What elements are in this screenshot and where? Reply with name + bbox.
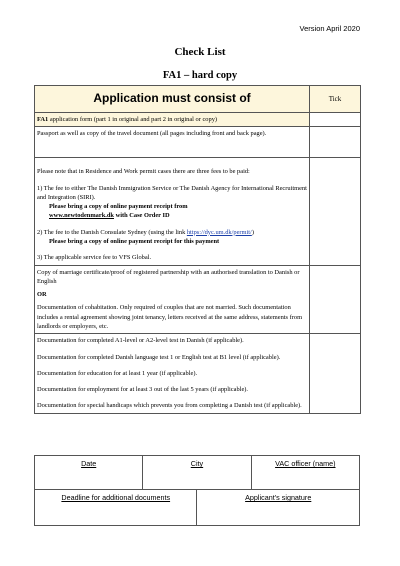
row-documentation bbox=[35, 334, 310, 413]
tick-cell[interactable] bbox=[310, 158, 361, 265]
header-main-label: Application must consist of bbox=[93, 91, 251, 106]
doc-language-text: Documentation for completed Danish language test 1 or English test at B1 level (if applicable). bbox=[37, 353, 281, 361]
row-marriage bbox=[35, 265, 310, 334]
fees-intro: Please note that in Residence and Work permit cases there are three fees to be paid: bbox=[37, 168, 250, 176]
vac-officer-field[interactable]: VAC officer (name) bbox=[251, 456, 359, 490]
doc-employment-text: Documentation for employment for at least 3 out of the last 5 years (if applicable). bbox=[37, 386, 249, 394]
applicant-signature-field[interactable]: Applicant’s signature bbox=[197, 490, 360, 526]
doc-a1-text: Documentation for completed A1-level or A2-level test in Danish (if applicable). bbox=[37, 337, 244, 345]
newtodenmark-link[interactable]: www.newtodenmark.dk bbox=[49, 212, 114, 220]
page-title: Check List bbox=[174, 46, 226, 58]
passport-text: Passport as well as copy of the travel document (all pages including front and back page). bbox=[37, 130, 267, 138]
tick-cell[interactable] bbox=[310, 334, 361, 413]
marriage-text: Copy of marriage certificate/proof of registered partnership with an authorised translation to Danish or English bbox=[37, 268, 300, 285]
doc-education-text: Documentation for education for at least 1 year (if applicable). bbox=[37, 369, 198, 377]
table-header-row bbox=[35, 86, 361, 113]
table-row bbox=[35, 127, 361, 158]
header-main-cell bbox=[35, 86, 310, 113]
table-row bbox=[35, 158, 361, 265]
doc-handicap-text: Documentation for special handicaps which prevents you from completing a Danish test (if applicable). bbox=[37, 402, 302, 410]
cohabitation-text: Documentation of cohabitation. Only required of couples that are not married. Such documentation includes a rental agreement showing joint tenancy, letters received at the same address, statements from landlords or employers, etc. bbox=[37, 304, 303, 330]
page-subtitle: FA1 – hard copy bbox=[162, 70, 238, 81]
fee-2-text: 2) The fee to the Danish Consulate Sydney (using the link bbox=[37, 228, 187, 236]
fa1-text: application form (part 1 in original and part 2 in original or copy) bbox=[48, 116, 218, 123]
signature-row-1 bbox=[35, 456, 360, 490]
or-label: OR bbox=[37, 291, 47, 299]
city-field[interactable]: City bbox=[143, 456, 251, 490]
table-row bbox=[35, 113, 361, 127]
signature-row-2 bbox=[35, 490, 360, 526]
table-row bbox=[35, 265, 361, 334]
fa1-bold: FA1 bbox=[37, 116, 49, 123]
fee-3-text: 3) The applicable service fee to VFS Global. bbox=[37, 254, 152, 262]
permit-link[interactable]: https://dyc.um.dk/permit/ bbox=[186, 228, 252, 236]
row-fees bbox=[35, 158, 310, 265]
fee-1-case: with Case Order ID bbox=[113, 212, 170, 220]
tick-cell[interactable] bbox=[310, 113, 361, 127]
checklist-table bbox=[34, 85, 361, 414]
tick-cell[interactable] bbox=[310, 265, 361, 334]
date-field[interactable]: Date bbox=[35, 456, 143, 490]
tick-cell[interactable] bbox=[310, 127, 361, 158]
header-tick-cell bbox=[310, 86, 361, 113]
fee-2-instruction: Please bring a copy of online payment receipt for this payment bbox=[49, 237, 220, 245]
header-tick-label: Tick bbox=[328, 94, 342, 103]
row-fa1 bbox=[35, 113, 310, 127]
row-passport bbox=[35, 127, 310, 158]
fee-1-instruction: Please bring a copy of online payment receipt from bbox=[49, 203, 188, 211]
fee-2-close: ) bbox=[251, 228, 254, 236]
table-row bbox=[35, 334, 361, 413]
deadline-field[interactable]: Deadline for additional documents bbox=[35, 490, 197, 526]
signature-table bbox=[34, 455, 360, 526]
version-label: Version April 2020 bbox=[299, 24, 360, 33]
fee-1-text: 1) The fee to either The Danish Immigration Service or The Danish Agency for International Recruitment and Integration (SIRI). bbox=[37, 184, 307, 201]
